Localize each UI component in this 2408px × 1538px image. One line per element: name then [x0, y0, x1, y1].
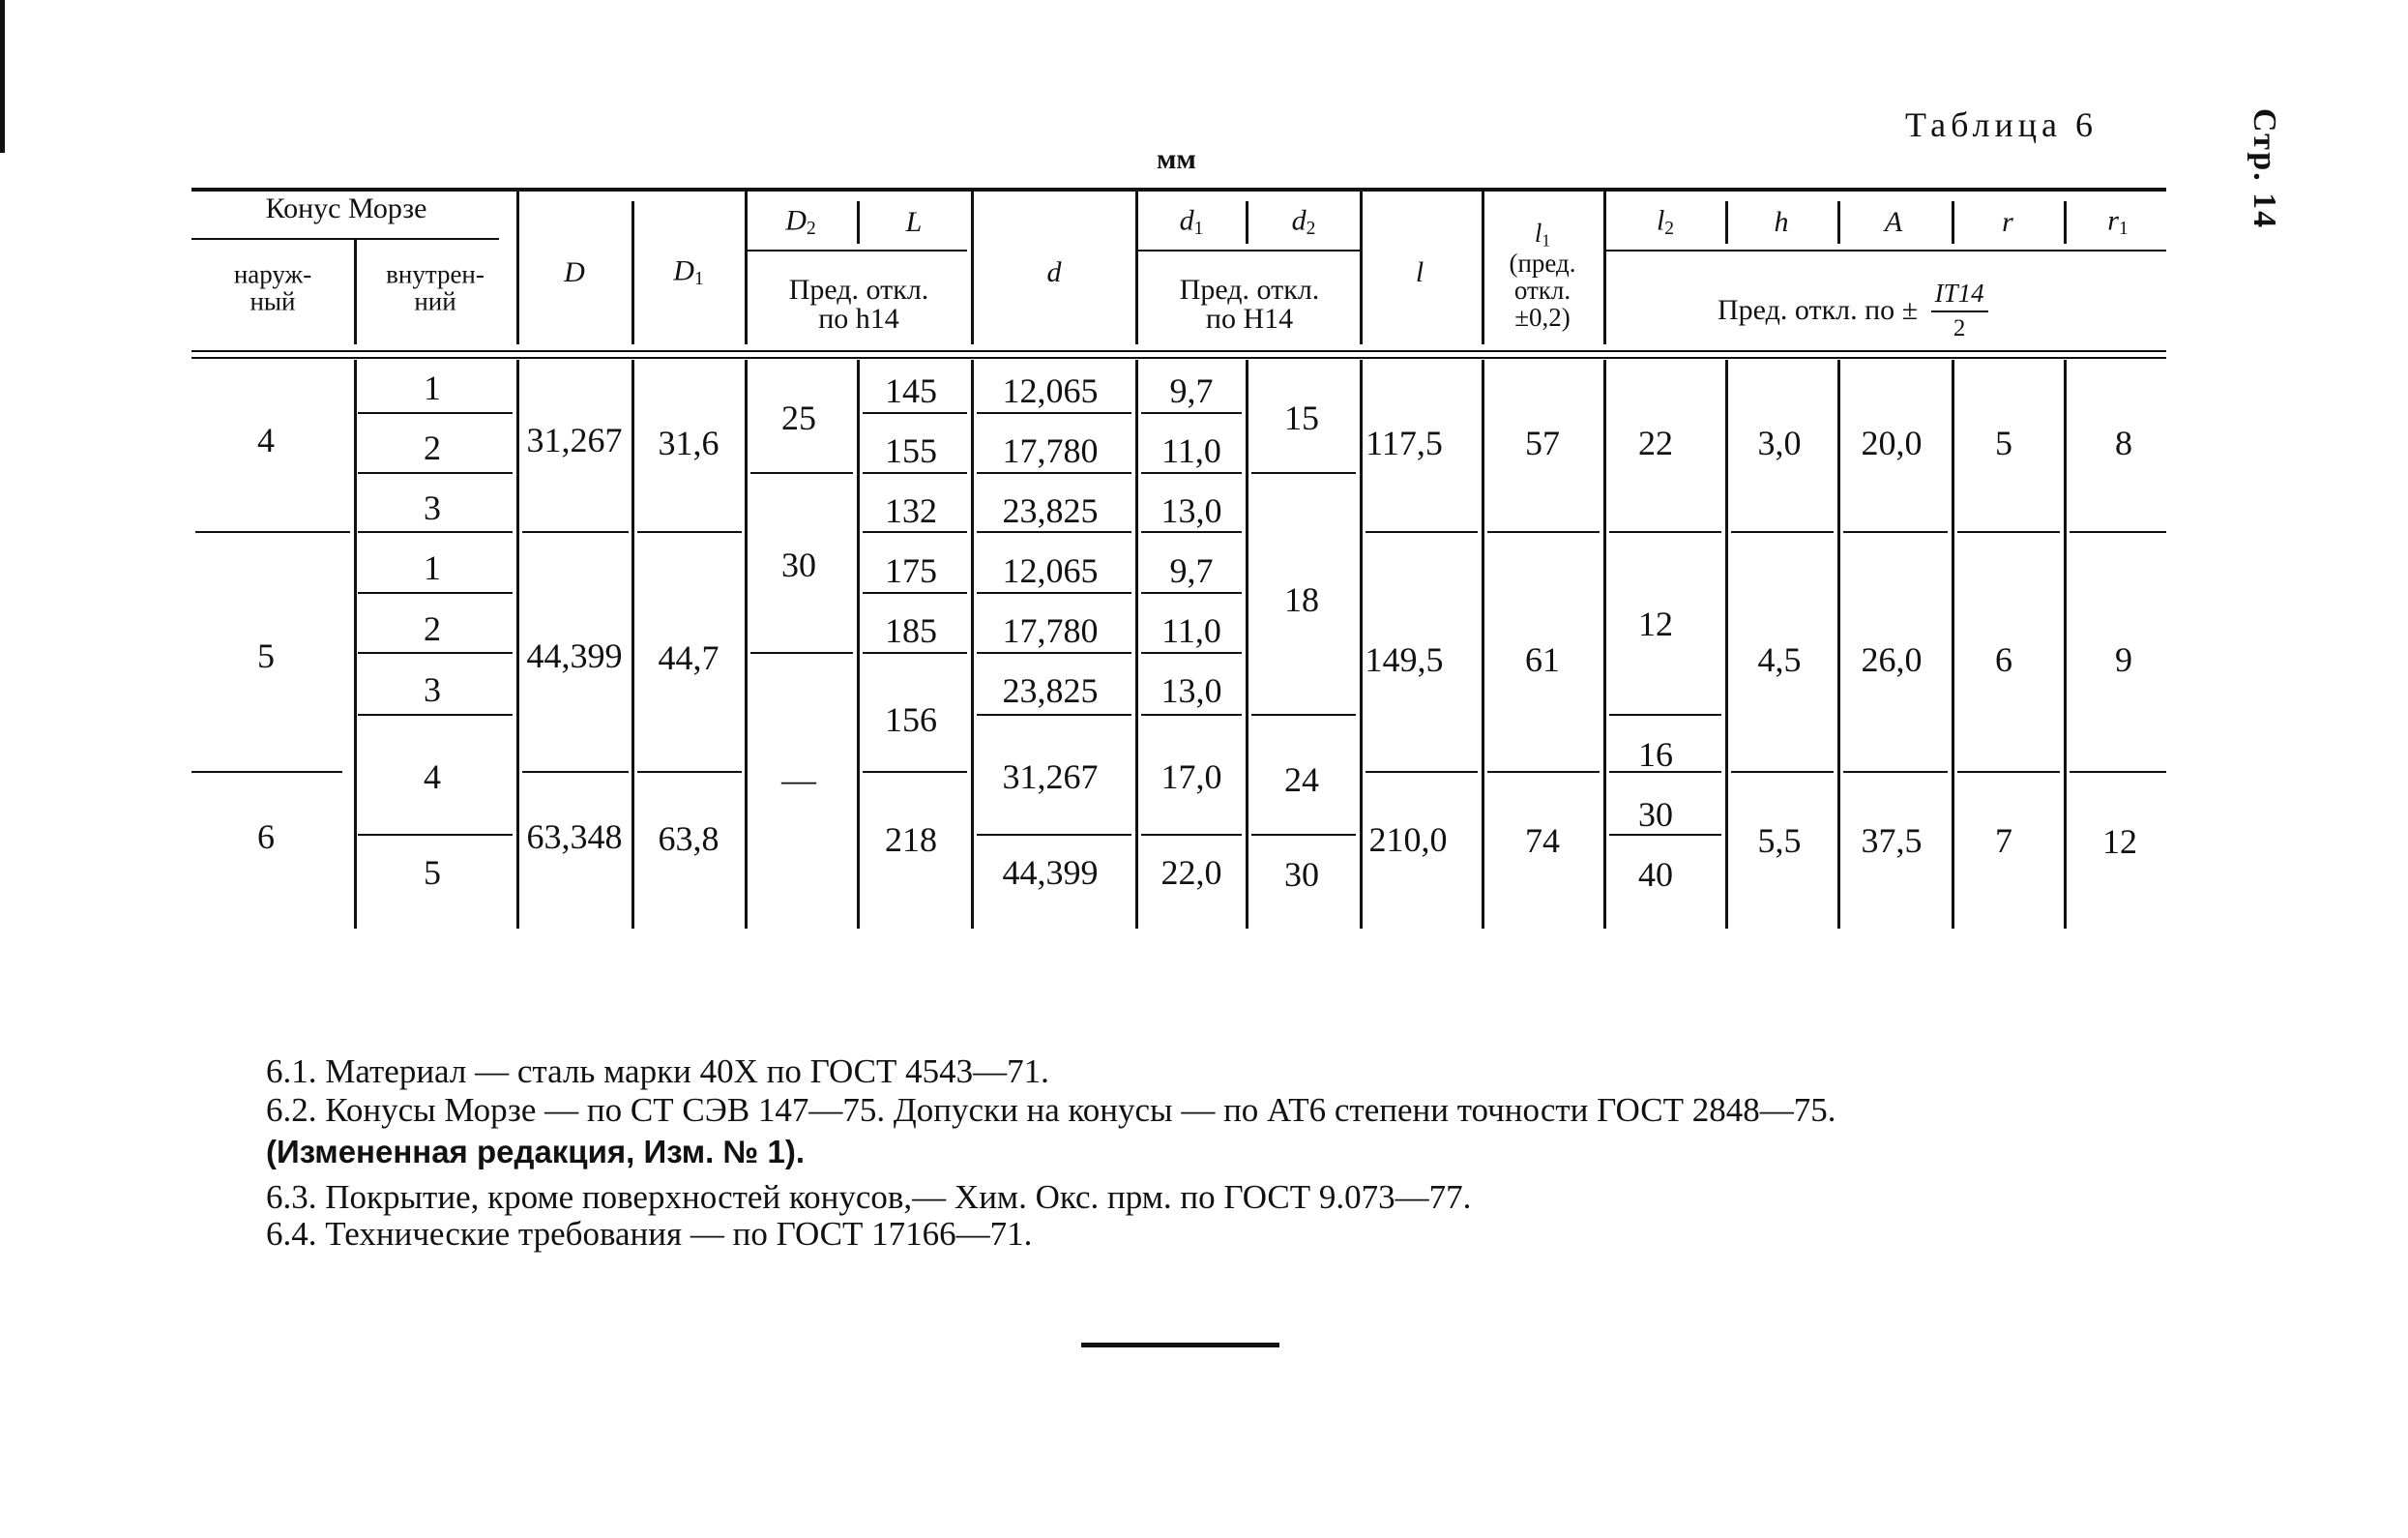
value-r: 6	[1995, 640, 2012, 679]
header-D2: $D_2$	[785, 204, 816, 240]
value-L: 185	[885, 611, 937, 650]
value-l2: 16	[1638, 735, 1673, 774]
header-l2: $l_2$	[1656, 204, 1675, 240]
value-h: 3,0	[1757, 424, 1802, 462]
value-D2: 25	[781, 399, 816, 437]
inner-cone: 5	[424, 853, 441, 892]
value-D1: 44,7	[658, 638, 719, 677]
header-tol-H14: Пред. откл. по H14	[1179, 274, 1320, 335]
header-r1: $r_1$	[2107, 204, 2129, 240]
value-d2: 24	[1284, 760, 1319, 799]
unit-label: мм	[1157, 143, 1196, 175]
page-number: Стр. 14	[2246, 108, 2282, 230]
header-outer: наруж- ный	[233, 259, 312, 316]
value-d1: 13,0	[1160, 491, 1222, 530]
value-d1: 9,7	[1169, 551, 1214, 590]
value-l1: 61	[1525, 640, 1560, 679]
outer-cone-6: 6	[257, 817, 275, 856]
header-D1: $D_1$	[673, 254, 704, 290]
value-l: 149,5	[1365, 640, 1444, 679]
header-A: A	[1884, 206, 1903, 238]
value-L: 145	[885, 371, 937, 410]
value-A: 20,0	[1861, 424, 1923, 462]
value-l2: 12	[1638, 605, 1673, 643]
header-l: l	[1415, 256, 1424, 288]
note-6-3: 6.3. Покрытие, кроме поверхностей конусов,— Хим. Окс. прм. по ГОСТ 9.073—77.	[266, 1178, 1472, 1216]
header-inner: внутрен- ний	[386, 259, 485, 316]
header-D: D	[564, 256, 585, 288]
value-L: 155	[885, 431, 937, 470]
footer-rule	[1081, 1343, 1279, 1347]
value-r: 5	[1995, 424, 2012, 462]
header-L: L	[905, 206, 923, 238]
page-side-bar	[0, 0, 5, 153]
header-morse-cone: Конус Морзе	[265, 192, 427, 224]
value-d1: 17,0	[1160, 757, 1222, 796]
note-6-2: 6.2. Конусы Морзе — по СТ СЭВ 147—75. Допуски на конусы — по АТ6 степени точности ГОСТ 2848—75.	[266, 1091, 1836, 1129]
value-d1: 9,7	[1169, 371, 1214, 410]
note-6-1: 6.1. Материал — сталь марки 40Х по ГОСТ 4543—71.	[266, 1052, 1049, 1090]
value-D2: 30	[781, 546, 816, 584]
value-r: 7	[1995, 821, 2012, 860]
value-h: 5,5	[1757, 821, 1802, 860]
outer-cone-4: 4	[257, 421, 275, 459]
value-d2: 30	[1284, 855, 1319, 894]
value-d2: 18	[1284, 580, 1319, 619]
value-d: 17,780	[1002, 611, 1099, 650]
value-r1: 8	[2115, 424, 2132, 462]
value-L: 175	[885, 551, 937, 590]
value-d: 23,825	[1002, 491, 1099, 530]
value-d: 17,780	[1002, 431, 1099, 470]
value-l: 210,0	[1368, 820, 1448, 859]
inner-cone: 3	[424, 488, 441, 527]
header-r: r	[2002, 206, 2013, 238]
value-d1: 11,0	[1161, 431, 1221, 470]
value-l2: 22	[1638, 424, 1673, 462]
inner-cone: 1	[424, 548, 441, 587]
value-D: 44,399	[526, 636, 623, 675]
value-d1: 13,0	[1160, 671, 1222, 710]
value-d: 12,065	[1002, 551, 1099, 590]
note-6-4: 6.4. Технические требования — по ГОСТ 17166—71.	[266, 1215, 1033, 1253]
value-D2: —	[781, 760, 816, 799]
value-l: 117,5	[1366, 424, 1443, 462]
value-D: 63,348	[526, 817, 623, 856]
header-tol-IT14: Пред. откл. по ± $\frac{IT14}{2}$	[1718, 281, 1988, 340]
value-L: 132	[885, 491, 937, 530]
value-d2: 15	[1284, 399, 1319, 437]
value-D1: 31,6	[658, 424, 719, 462]
value-d: 44,399	[1002, 853, 1099, 892]
header-d: d	[1046, 256, 1062, 288]
value-L: 156	[885, 700, 937, 739]
value-D: 31,267	[526, 421, 623, 459]
inner-cone: 2	[424, 429, 441, 467]
value-l2: 40	[1638, 855, 1673, 894]
value-h: 4,5	[1757, 640, 1802, 679]
value-L: 218	[885, 820, 937, 859]
value-d: 23,825	[1002, 671, 1099, 710]
value-d1: 11,0	[1161, 611, 1221, 650]
value-d: 12,065	[1002, 371, 1099, 410]
header-l1: $l_1$ (пред. откл. ±0,2)	[1509, 219, 1576, 333]
value-l1: 74	[1525, 821, 1560, 860]
inner-cone: 3	[424, 670, 441, 709]
header-tol-h14: Пред. откл. по h14	[788, 274, 929, 335]
value-l2: 30	[1638, 795, 1673, 834]
value-D1: 63,8	[658, 819, 719, 858]
table-title: Таблица 6	[1905, 105, 2098, 144]
value-l1: 57	[1525, 424, 1560, 462]
inner-cone: 4	[424, 757, 441, 796]
note-amendment: (Измененная редакция, Изм. № 1).	[266, 1134, 805, 1169]
header-d1: $d_1$	[1179, 204, 1204, 240]
value-A: 26,0	[1861, 640, 1923, 679]
value-A: 37,5	[1861, 821, 1923, 860]
inner-cone: 2	[424, 609, 441, 648]
value-d: 31,267	[1002, 757, 1099, 796]
value-r1: 12	[2102, 822, 2137, 861]
inner-cone: 1	[424, 369, 441, 407]
value-d1: 22,0	[1160, 853, 1222, 892]
value-r1: 9	[2115, 640, 2132, 679]
outer-cone-5: 5	[257, 636, 275, 675]
header-h: h	[1774, 206, 1789, 238]
header-d2: $d_2$	[1291, 204, 1316, 240]
